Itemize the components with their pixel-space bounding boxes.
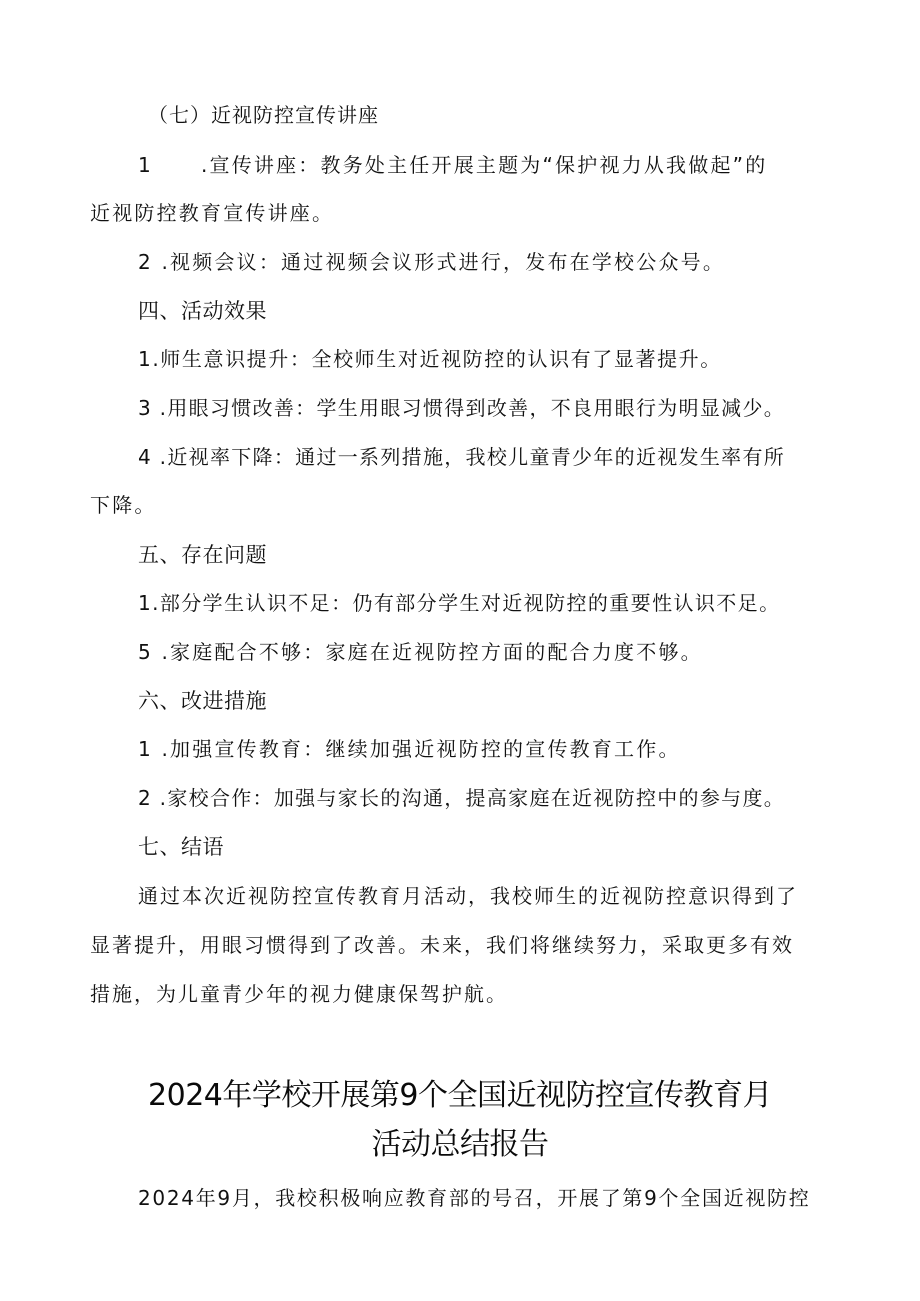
- section-heading: 六、改进措施: [138, 689, 267, 713]
- paragraph-line: 显著提升，用眼习惯得到了改善。未来，我们将继续努力，采取更多有效: [90, 933, 794, 957]
- list-item: 3 .用眼习惯改善：学生用眼习惯得到改善，不良用眼行为明显减少。: [138, 396, 786, 420]
- list-item: 5 .家庭配合不够：家庭在近视防控方面的配合力度不够。: [138, 640, 703, 664]
- list-item: 1 .加强宣传教育：继续加强近视防控的宣传教育工作。: [138, 737, 681, 761]
- list-item-continuation: 近视防控教育宣传讲座。: [90, 201, 335, 225]
- list-item: [138, 151, 767, 179]
- paragraph-line: 措施，为儿童青少年的视力健康保驾护航。: [90, 982, 508, 1006]
- paragraph-line: 通过本次近视防控宣传教育月活动，我校师生的近视防控意识得到了: [138, 884, 798, 908]
- item-number: 1: [138, 153, 153, 177]
- paragraph-line: 2024年9月，我校积极响应教育部的号召，开展了第9个全国近视防控: [138, 1186, 811, 1210]
- list-item: 1.部分学生认识不足：仍有部分学生对近视防控的重要性认识不足。: [138, 591, 781, 615]
- report-title: 2024年学校开展第9个全国近视防控宣传教育月: [148, 1078, 772, 1113]
- report-title-continuation: 活动总结报告: [371, 1127, 549, 1162]
- section-heading: 七、结语: [138, 835, 224, 859]
- list-item: 2 .家校合作：加强与家长的沟通，提高家庭在近视防控中的参与度。: [138, 786, 786, 810]
- section-heading: 四、活动效果: [138, 299, 267, 323]
- list-item: 1.师生意识提升：全校师生对近视防控的认识有了显著提升。: [138, 347, 722, 371]
- list-item-continuation: 下降。: [90, 493, 157, 517]
- list-item: 2 .视频会议：通过视频会议形式进行，发布在学校公众号。: [138, 250, 726, 274]
- list-item: 4 .近视率下降：通过一系列措施，我校儿童青少年的近视发生率有所: [138, 445, 786, 469]
- item-text: .宣传讲座：教务处主任开展主题为“保护视力从我做起”的: [200, 153, 768, 177]
- subsection-heading: （七）近视防控宣传讲座: [148, 103, 379, 127]
- section-heading: 五、存在问题: [138, 543, 267, 567]
